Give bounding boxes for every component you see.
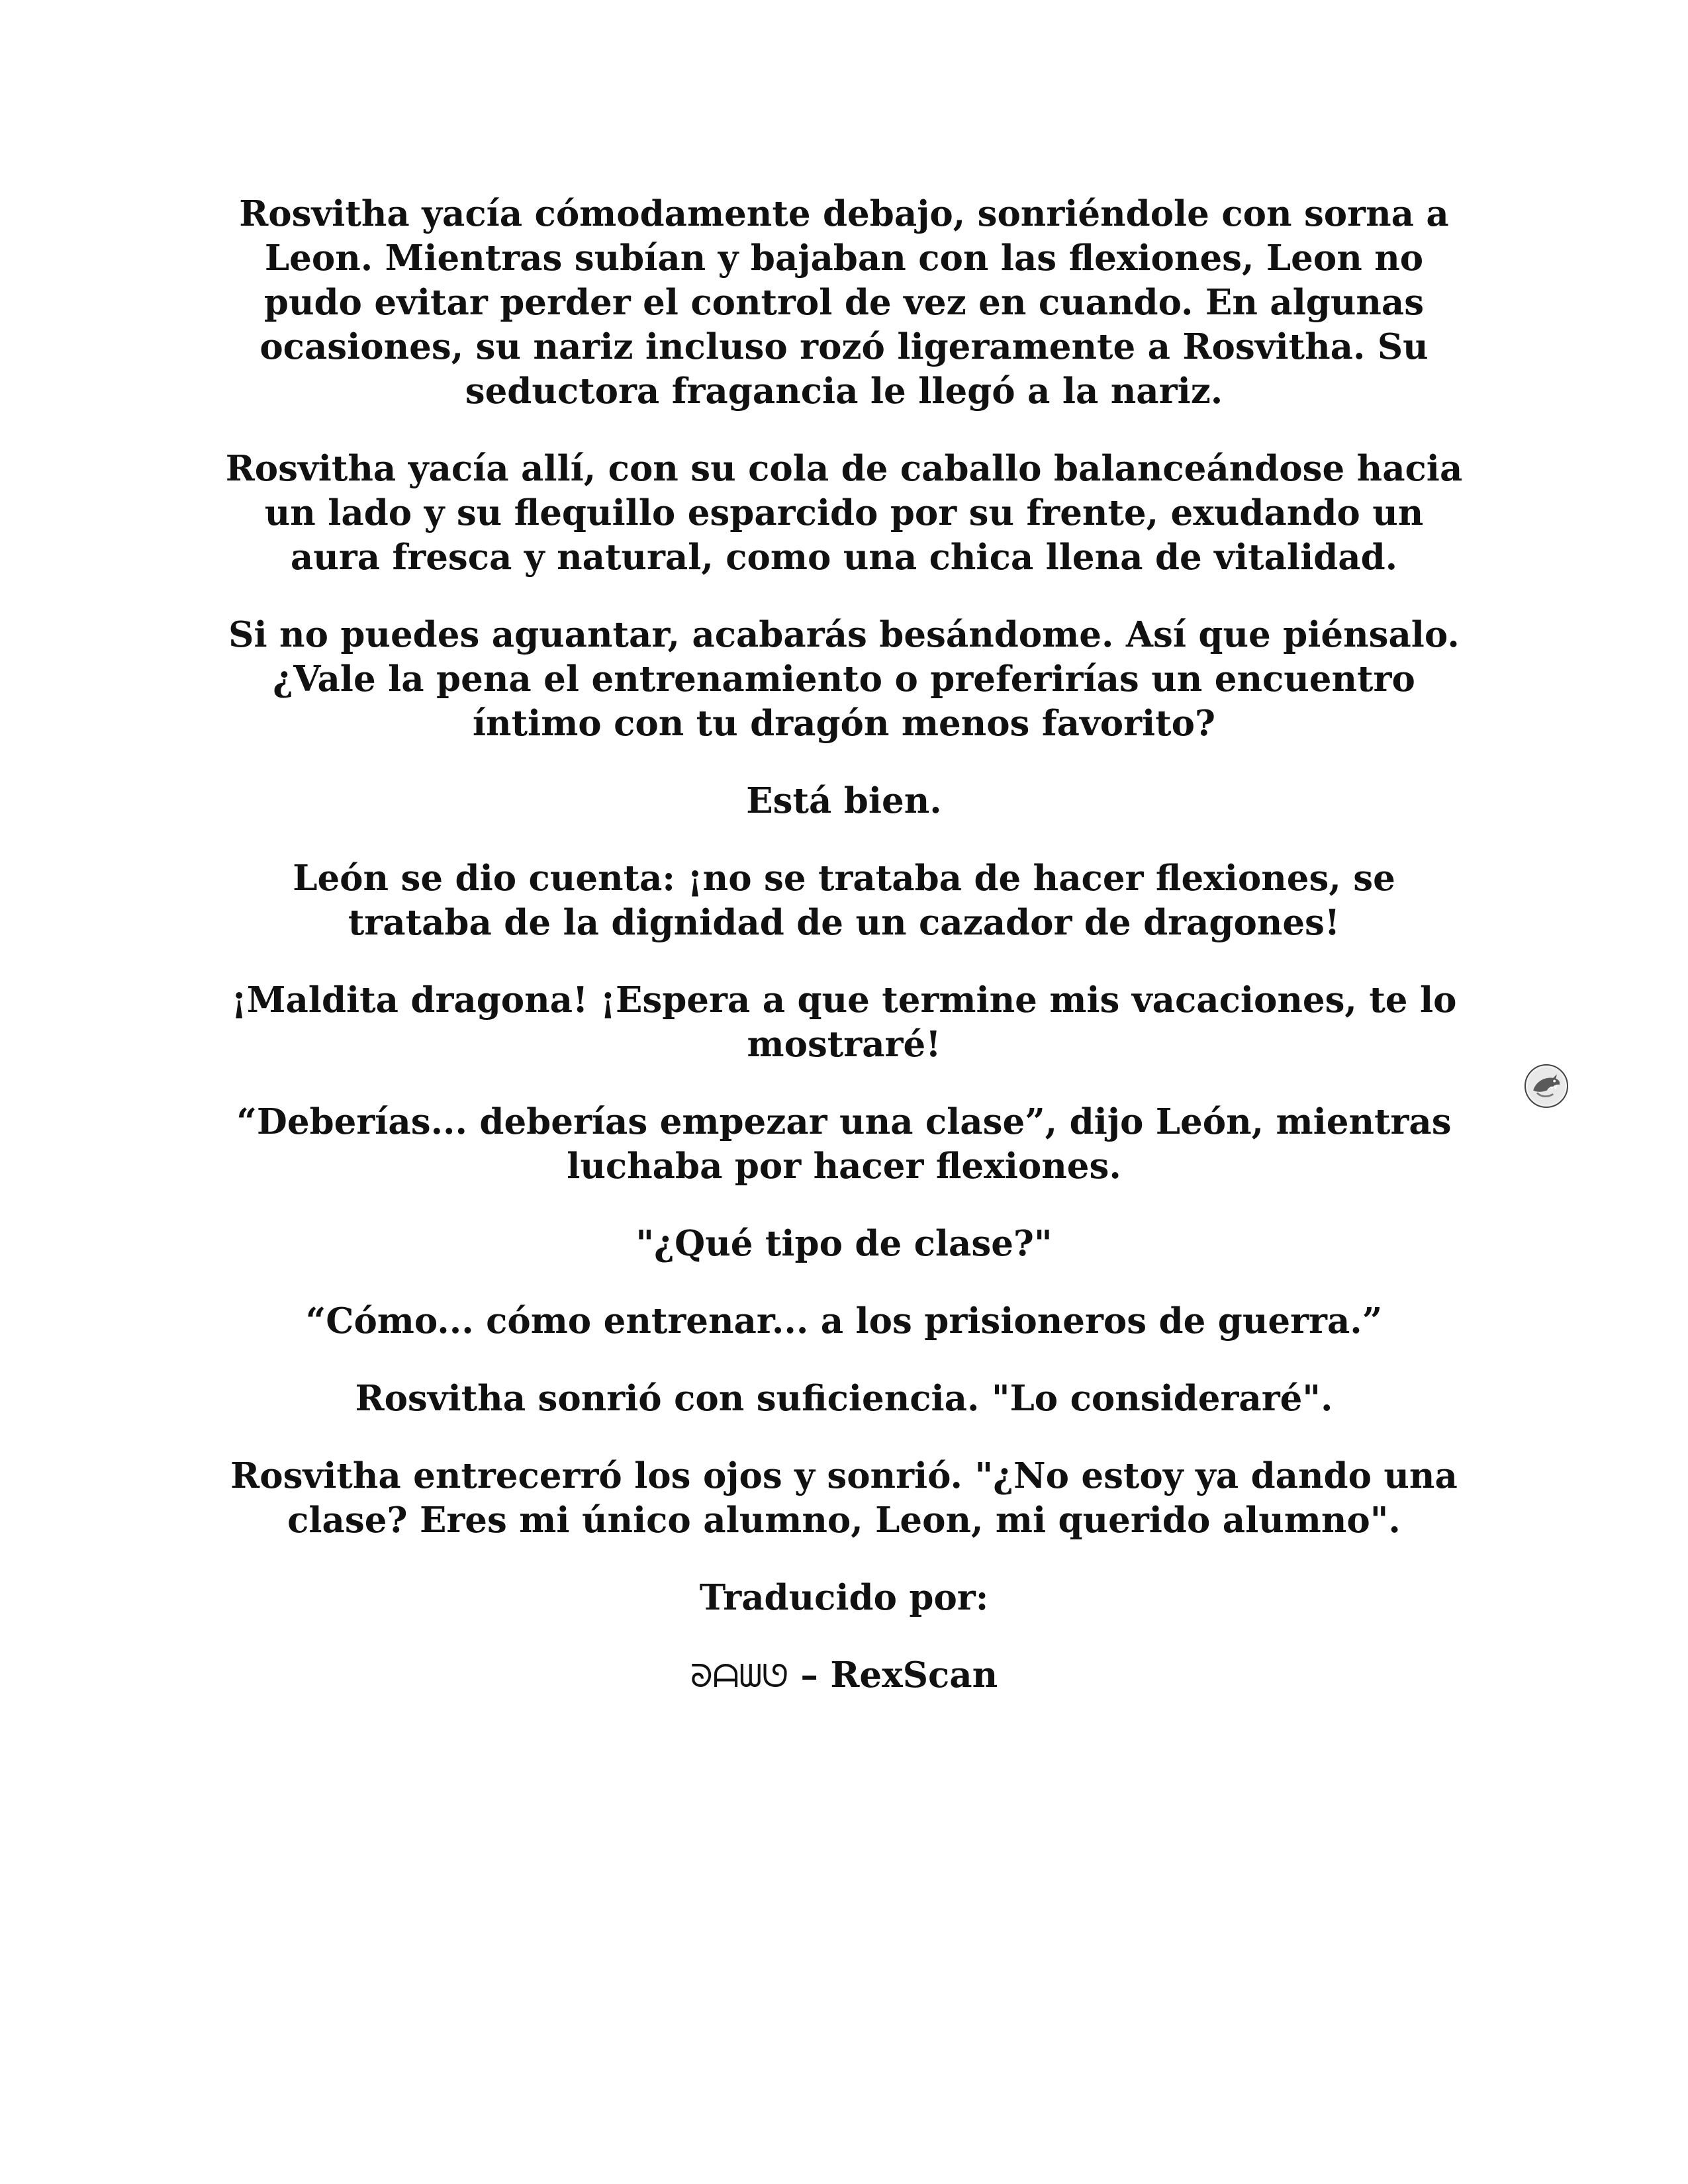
paragraph-4: Está bien. <box>746 780 942 821</box>
credits-label: Traducido por: <box>699 1577 989 1618</box>
paragraph-7: “Deberías... deberías empezar una clase”, dijo León, mientras luchaba por hacer flexiones. <box>236 1101 1452 1187</box>
paragraph-2: Rosvitha yacía allí, con su cola de caballo balanceándose hacia un lado y su flequillo esparcido por su frente, exudando un aura fresca y natural, como una chica llena de vitalidad. <box>225 448 1463 578</box>
translator-name: ᘐᗩᗯᘎ <box>690 1658 788 1695</box>
credits-line <box>225 1653 1463 1699</box>
paragraph-3: Si no puedes aguantar, acabarás besándome. Así que piénsalo. ¿Vale la pena el entrenamiento o preferirías un encuentro íntimo con tu dragón menos favorito? <box>228 614 1460 744</box>
rex-dinosaur-logo-icon <box>1524 1064 1568 1108</box>
paragraph-9: “Cómo... cómo entrenar... a los prisioneros de guerra.” <box>305 1300 1383 1342</box>
paragraph-11: Rosvitha entrecerró los ojos y sonrió. "¿No estoy ya dando una clase? Eres mi único alumno, Leon, mi querido alumno". <box>230 1455 1458 1541</box>
scan-group-name: RexScan <box>830 1655 998 1696</box>
credits-separator: – <box>788 1655 831 1696</box>
paragraph-1: Rosvitha yacía cómodamente debajo, sonriéndole con sorna a Leon. Mientras subían y bajaban con las flexiones, Leon no pudo evitar perder el control de vez en cuando. En algunas ocasiones, su nariz incluso rozó ligeramente a Rosvitha. Su seductora fragancia le llegó a la nariz. <box>239 193 1449 412</box>
paragraph-8: "¿Qué tipo de clase?" <box>635 1223 1053 1264</box>
paragraph-6: ¡Maldita dragona! ¡Espera a que termine mis vacaciones, te lo mostraré! <box>231 979 1457 1065</box>
paragraph-10: Rosvitha sonrió con suficiencia. "Lo consideraré". <box>355 1378 1333 1419</box>
document-body <box>225 192 1463 1699</box>
paragraph-5: León se dio cuenta: ¡no se trataba de hacer flexiones, se trataba de la dignidad de un cazador de dragones! <box>293 858 1395 943</box>
